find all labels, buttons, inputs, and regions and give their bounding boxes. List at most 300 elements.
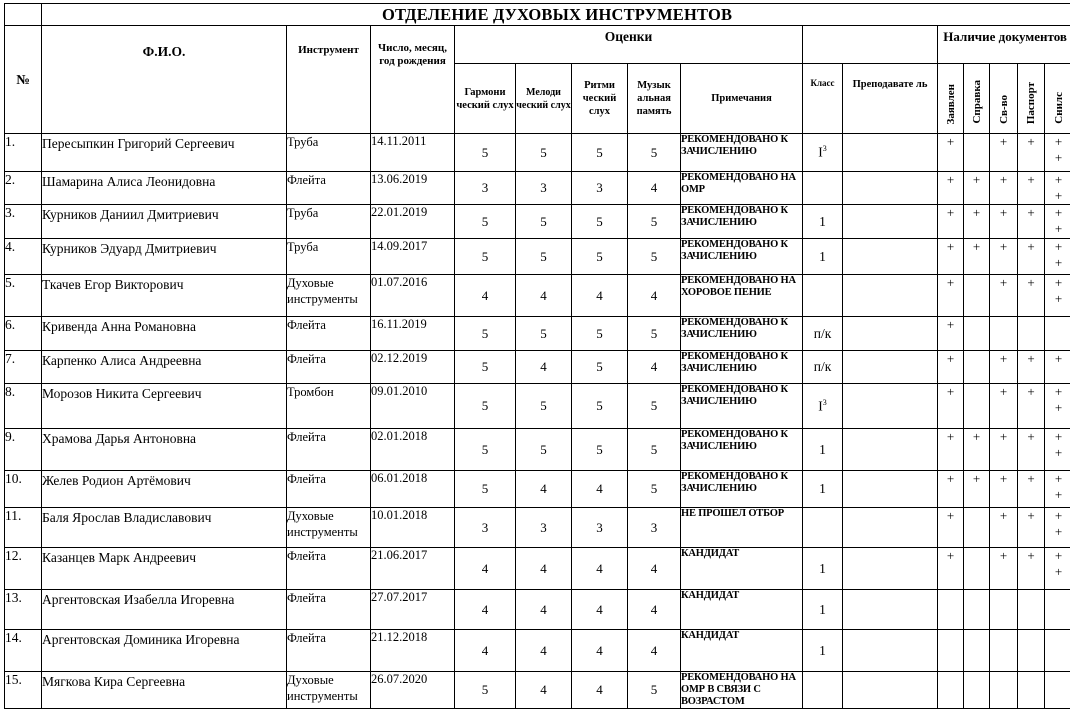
grade-mel: 3 [516,172,572,205]
doc-mark [1018,239,1045,275]
student-name: Карпенко Алиса Андреевна [42,351,287,384]
doc-plus: + [946,239,955,254]
grade-harm: 5 [455,239,516,275]
doc-mark [990,351,1018,384]
birth-date: 22.01.2019 [371,205,455,239]
grade-mem: 4 [628,630,681,672]
class-value [803,590,843,630]
teacher [843,630,938,672]
teacher [843,508,938,548]
instrument: Флейта [287,630,371,672]
class-text: п/к [813,359,832,374]
doc-plus: + [1027,134,1035,149]
table-row [5,384,1070,429]
header-docs: Наличие документов [938,26,1070,64]
student-name: Кривенда Анна Романовна [42,317,287,351]
class-value [803,275,843,317]
doc-plus: + [1027,508,1035,523]
doc-plus: + [946,275,955,290]
note: РЕКОМЕНДОВАНО К ЗАЧИСЛЕНИЮ [681,351,803,384]
note: КАНДИДАТ [681,548,803,590]
doc-plus: + + [1054,275,1063,306]
doc-mark [1018,275,1045,317]
doc-mark [1045,384,1070,429]
doc-mark [990,317,1018,351]
grade-harm: 5 [455,351,516,384]
row-number: 15. [5,672,42,709]
grade-mel: 4 [516,471,572,508]
grade-rhy: 4 [572,275,628,317]
doc-plus: + [946,429,955,444]
student-name: Казанцев Марк Андреевич [42,548,287,590]
grade-harm: 5 [455,134,516,172]
doc-plus: + [999,239,1008,254]
doc-plus: + [946,508,955,523]
note: РЕКОМЕНДОВАНО К ЗАЧИСЛЕНИЮ [681,134,803,172]
doc-mark [990,205,1018,239]
grade-harm: 4 [455,630,516,672]
doc-plus: + + [1054,205,1063,236]
instrument: Духовые инструменты [287,275,371,317]
grade-rhy: 4 [572,548,628,590]
row-number: 9. [5,429,42,471]
table-row [5,351,1070,384]
grade-mel: 5 [516,317,572,351]
birth-date: 16.11.2019 [371,317,455,351]
table-row [5,508,1070,548]
grade-harm: 5 [455,205,516,239]
grade-mem: 3 [628,508,681,548]
birth-date: 06.01.2018 [371,471,455,508]
doc-mark [990,134,1018,172]
grade-mem: 5 [628,429,681,471]
birth-date: 21.06.2017 [371,548,455,590]
header-harmonic: Гармони ческий слух [455,64,516,134]
doc-plus: + + [1054,471,1063,502]
doc-plus: + [1027,548,1035,563]
doc-plus: + [946,134,955,149]
doc-plus: + [946,351,955,366]
doc-mark [990,471,1018,508]
doc-mark [964,205,990,239]
grade-mem: 5 [628,205,681,239]
instrument: Флейта [287,317,371,351]
grade-mel: 5 [516,429,572,471]
instrument: Флейта [287,172,371,205]
grade-mem: 4 [628,548,681,590]
doc-mark [1045,672,1070,709]
table-row [5,317,1070,351]
class-text: 1 [819,560,826,576]
grade-mem: 4 [628,275,681,317]
grade-mem: 5 [628,317,681,351]
teacher [843,205,938,239]
grade-mel: 5 [516,239,572,275]
grade-harm: 3 [455,508,516,548]
doc-mark [1018,317,1045,351]
doc-mark [1045,471,1070,508]
class-text: I [818,144,823,160]
page-title: ОТДЕЛЕНИЕ ДУХОВЫХ ИНСТРУМЕНТОВ [42,4,1070,26]
student-name: Желев Родион Артёмович [42,471,287,508]
teacher [843,672,938,709]
note: РЕКОМЕНДОВАНО К ЗАЧИСЛЕНИЮ [681,239,803,275]
class-text: 1 [819,248,826,264]
doc-mark [938,239,964,275]
class-superscript: 3 [822,397,827,407]
grade-mel: 4 [516,275,572,317]
note: РЕКОМЕНДОВАНО К ЗАЧИСЛЕНИЮ [681,471,803,508]
doc-plus: + [972,239,981,254]
class-value [803,548,843,590]
doc-plus: + + [1054,548,1063,579]
grade-mel: 4 [516,630,572,672]
grade-harm: 5 [455,429,516,471]
instrument: Флейта [287,429,371,471]
header-doc-birth-cert: Св-во [990,64,1018,134]
student-name: Ткачев Егор Викторович [42,275,287,317]
doc-plus: + [1027,384,1035,399]
grade-mel: 5 [516,205,572,239]
doc-plus: + [999,429,1008,444]
doc-plus: + [1027,205,1035,220]
doc-mark [938,351,964,384]
table-row [5,205,1070,239]
teacher [843,351,938,384]
instrument: Труба [287,134,371,172]
header-num: № [5,26,42,134]
class-value [803,429,843,471]
doc-mark [964,351,990,384]
student-name: Мягкова Кира Сергеевна [42,672,287,709]
table-row [5,471,1070,508]
grade-harm: 3 [455,172,516,205]
class-superscript: 3 [822,144,827,154]
teacher [843,134,938,172]
row-number: 7. [5,351,42,384]
student-name: Морозов Никита Сергеевич [42,384,287,429]
class-value [803,508,843,548]
doc-mark [938,205,964,239]
doc-mark [1018,672,1045,709]
birth-date: 02.12.2019 [371,351,455,384]
doc-mark [964,471,990,508]
grade-rhy: 5 [572,317,628,351]
grade-harm: 4 [455,275,516,317]
doc-mark [1018,508,1045,548]
doc-mark [990,630,1018,672]
grade-mel: 4 [516,672,572,709]
doc-mark [964,239,990,275]
doc-plus: + [1054,351,1063,366]
doc-plus: + [999,172,1008,187]
doc-plus: + + [1054,384,1063,415]
doc-mark [938,548,964,590]
doc-plus: + [972,471,981,486]
class-value [803,134,843,172]
doc-mark [990,275,1018,317]
header-doc-snils: Снилс [1045,64,1070,134]
header-melodic: Мелоди ческий слух [516,64,572,134]
row-number: 13. [5,590,42,630]
class-value [803,351,843,384]
grade-harm: 4 [455,548,516,590]
class-value [803,471,843,508]
grade-mem: 5 [628,672,681,709]
doc-mark [938,317,964,351]
doc-mark [990,672,1018,709]
grade-harm: 5 [455,471,516,508]
doc-plus: + [999,351,1008,366]
doc-plus: + [946,205,955,220]
doc-mark [938,429,964,471]
row-number: 2. [5,172,42,205]
birth-date: 09.01.2010 [371,384,455,429]
birth-date: 26.07.2020 [371,672,455,709]
birth-date: 01.07.2016 [371,275,455,317]
doc-plus: + [1027,172,1035,187]
doc-mark [1045,548,1070,590]
class-value [803,172,843,205]
doc-mark [938,672,964,709]
doc-mark [938,172,964,205]
birth-date: 21.12.2018 [371,630,455,672]
teacher [843,275,938,317]
doc-mark [1045,630,1070,672]
teacher [843,317,938,351]
note: НЕ ПРОШЕЛ ОТБОР [681,508,803,548]
instrument: Труба [287,205,371,239]
doc-mark [1018,134,1045,172]
header-instrument: Инструмент [287,26,371,134]
doc-mark [938,508,964,548]
row-number: 10. [5,471,42,508]
teacher [843,471,938,508]
row-number: 14. [5,630,42,672]
doc-mark [964,672,990,709]
instrument: Духовые инструменты [287,508,371,548]
table-row [5,672,1070,709]
doc-plus: + + [1054,239,1063,270]
grade-rhy: 5 [572,134,628,172]
doc-mark [990,239,1018,275]
teacher [843,548,938,590]
birth-date: 14.11.2011 [371,134,455,172]
birth-date: 02.01.2018 [371,429,455,471]
grade-harm: 5 [455,384,516,429]
student-name: Курников Эдуард Дмитриевич [42,239,287,275]
class-value [803,630,843,672]
student-name: Храмова Дарья Антоновна [42,429,287,471]
doc-mark [1018,590,1045,630]
grade-harm: 5 [455,672,516,709]
doc-mark [964,429,990,471]
doc-mark [1045,239,1070,275]
table-row [5,172,1070,205]
teacher [843,384,938,429]
grade-rhy: 5 [572,205,628,239]
student-name: Пересыпкин Григорий Сергеевич [42,134,287,172]
class-text: 1 [819,441,826,457]
grade-mem: 5 [628,134,681,172]
class-value [803,239,843,275]
instrument: Флейта [287,548,371,590]
doc-plus: + [1027,351,1035,366]
header-doc-certificate: Справка [964,64,990,134]
doc-plus: + [946,471,955,486]
grade-rhy: 4 [572,471,628,508]
table-row [5,429,1070,471]
doc-plus: + + [1054,172,1063,203]
doc-mark [1018,471,1045,508]
doc-mark [1045,508,1070,548]
doc-mark [964,548,990,590]
grade-mel: 3 [516,508,572,548]
birth-date: 10.01.2018 [371,508,455,548]
table-row [5,134,1070,172]
note: РЕКОМЕНДОВАНО К ЗАЧИСЛЕНИЮ [681,384,803,429]
doc-mark [1045,205,1070,239]
table-row [5,275,1070,317]
grade-rhy: 3 [572,172,628,205]
doc-plus: + [999,134,1008,149]
header-name: Ф.И.О. [42,26,287,134]
grade-rhy: 5 [572,429,628,471]
doc-mark [990,384,1018,429]
class-value [803,205,843,239]
grade-rhy: 4 [572,672,628,709]
student-name: Шамарина Алиса Леонидовна [42,172,287,205]
student-name: Курников Даниил Дмитриевич [42,205,287,239]
class-text: 1 [819,213,826,229]
doc-mark [1018,205,1045,239]
doc-mark [990,590,1018,630]
row-number: 6. [5,317,42,351]
header-dob: Число, месяц, год рождения [371,26,455,134]
note: РЕКОМЕНДОВАНО НА ОМР [681,172,803,205]
doc-mark [1045,317,1070,351]
doc-mark [938,384,964,429]
enrollment-table [4,3,1070,709]
class-text: I [818,398,823,414]
grade-rhy: 5 [572,239,628,275]
note: РЕКОМЕНДОВАНО К ЗАЧИСЛЕНИЮ [681,205,803,239]
doc-mark [938,590,964,630]
doc-plus: + [999,508,1008,523]
doc-mark [938,275,964,317]
doc-plus: + [972,172,981,187]
doc-plus: + + [1054,429,1063,460]
class-text: 1 [819,481,826,496]
grade-mem: 5 [628,471,681,508]
birth-date: 14.09.2017 [371,239,455,275]
doc-mark [1018,429,1045,471]
header-memory: Музык альная память [628,64,681,134]
instrument: Флейта [287,590,371,630]
instrument: Тромбон [287,384,371,429]
doc-plus: + [999,548,1008,563]
doc-plus: + [946,172,955,187]
doc-mark [1018,351,1045,384]
teacher [843,172,938,205]
doc-mark [964,508,990,548]
doc-mark [964,317,990,351]
grade-mel: 4 [516,351,572,384]
row-number: 5. [5,275,42,317]
student-name: Аргентовская Доминика Игоревна [42,630,287,672]
note: КАНДИДАТ [681,630,803,672]
doc-plus: + [999,275,1008,290]
doc-mark [938,134,964,172]
birth-date: 27.07.2017 [371,590,455,630]
grade-rhy: 5 [572,351,628,384]
teacher [843,429,938,471]
doc-plus: + [972,429,981,444]
class-value [803,672,843,709]
doc-mark [964,630,990,672]
row-number: 11. [5,508,42,548]
grade-rhy: 5 [572,384,628,429]
doc-mark [1045,134,1070,172]
teacher [843,590,938,630]
student-name: Баля Ярослав Владиславович [42,508,287,548]
table-row [5,590,1070,630]
row-number: 12. [5,548,42,590]
class-text: п/к [813,325,832,341]
instrument: Флейта [287,471,371,508]
header-class: Класс [803,64,843,134]
doc-mark [990,548,1018,590]
doc-mark [990,172,1018,205]
doc-mark [964,384,990,429]
instrument: Духовые инструменты [287,672,371,709]
grade-mel: 4 [516,548,572,590]
doc-mark [1045,275,1070,317]
class-text: 1 [819,642,826,658]
grade-mel: 5 [516,384,572,429]
title-corner [5,4,42,26]
row-number: 3. [5,205,42,239]
note: РЕКОМЕНДОВАНО НА ХОРОВОЕ ПЕНИЕ [681,275,803,317]
doc-plus: + [1027,429,1035,444]
grade-rhy: 4 [572,630,628,672]
doc-plus: + [999,471,1008,486]
table-row [5,239,1070,275]
grade-mel: 4 [516,590,572,630]
doc-plus: + [1027,239,1035,254]
doc-mark [938,471,964,508]
doc-mark [938,630,964,672]
grade-rhy: 3 [572,508,628,548]
doc-mark [1018,384,1045,429]
grade-mem: 5 [628,384,681,429]
doc-mark [964,590,990,630]
grade-harm: 5 [455,317,516,351]
class-text: 1 [819,601,826,617]
grade-mel: 5 [516,134,572,172]
doc-mark [990,429,1018,471]
header-grades: Оценки [455,26,803,64]
doc-mark [1045,172,1070,205]
doc-mark [1018,548,1045,590]
birth-date: 13.06.2019 [371,172,455,205]
header-blank [803,26,938,64]
note: РЕКОМЕНДОВАНО НА ОМР В СВЯЗИ С ВОЗРАСТОМ [681,672,803,709]
doc-mark [964,275,990,317]
grade-mem: 4 [628,351,681,384]
class-value [803,317,843,351]
class-value [803,384,843,429]
